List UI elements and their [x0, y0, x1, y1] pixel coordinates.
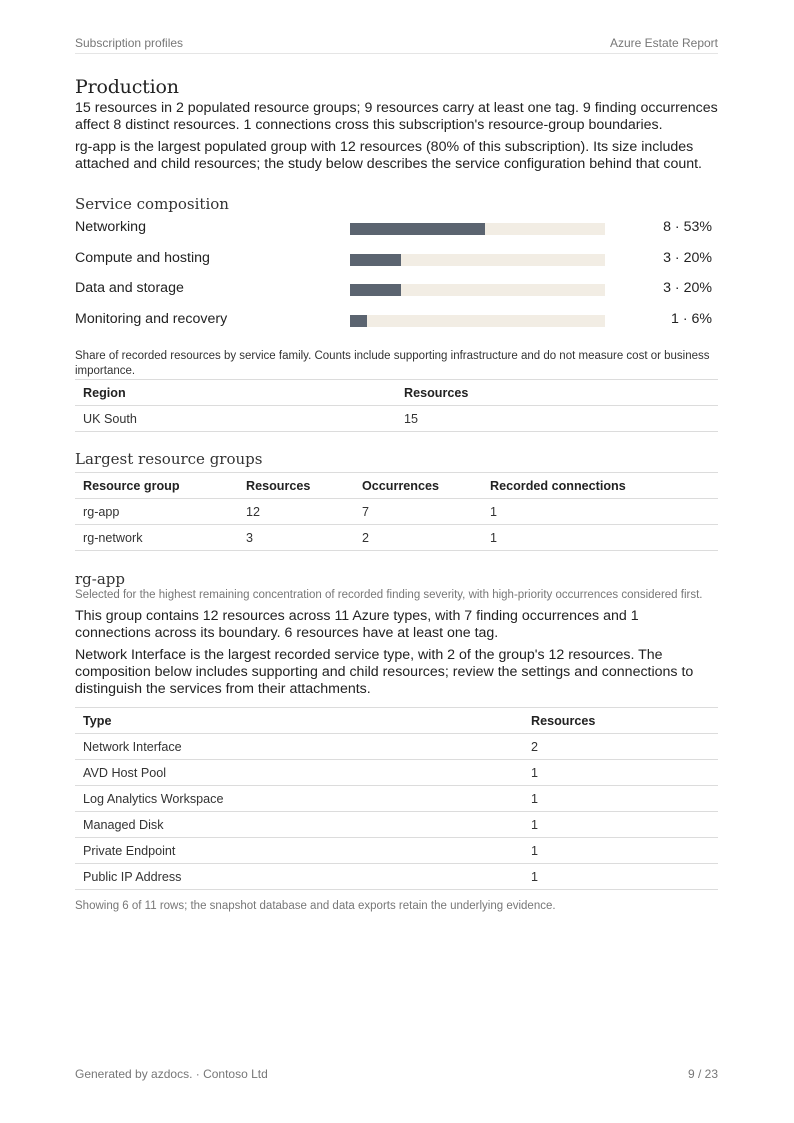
bar-label: Data and storage	[75, 280, 184, 296]
subscription-summary: 15 resources in 2 populated resource groups; 9 resources carry at least one tag. 9 finding occurrences affect 8 distinct resources. 1 connections cross this subscription's resource-group boundaries.	[75, 100, 718, 133]
largest-group-note: rg-app is the largest populated group with 12 resources (80% of this subscription). Its size includes attached and child resources; the study below describes the service configuration behind that count.	[75, 139, 702, 172]
table-row	[75, 734, 718, 760]
service-composition-heading: Service composition	[75, 195, 229, 213]
page-footer	[75, 1067, 718, 1081]
resource-group-cell: rg-network	[75, 525, 238, 551]
table-row	[75, 812, 718, 838]
region-header: Region	[75, 380, 396, 406]
resources-cell: 1	[523, 864, 718, 890]
selection-note: Selected for the highest remaining concentration of recorded finding severity, with high-priority occurrences considered first.	[75, 589, 703, 601]
page-number: 9 / 23	[687, 1067, 718, 1081]
bar-fill	[350, 315, 367, 327]
connections-cell: 1	[482, 499, 718, 525]
bar-fill	[350, 223, 485, 235]
group-detail-heading: rg-app	[75, 570, 125, 588]
resource-group-cell: rg-app	[75, 499, 238, 525]
bar-label: Compute and hosting	[75, 249, 210, 266]
resources-cell: 1	[523, 812, 718, 838]
bar-value: 1 · 6%	[670, 310, 712, 327]
occurrences-cell: 2	[354, 525, 482, 551]
resources-cell: 1	[523, 786, 718, 812]
report-page	[75, 0, 718, 1123]
table-row	[75, 406, 718, 432]
bar-value: 3 · 20%	[663, 249, 712, 266]
resources-cell: 3	[238, 525, 354, 551]
table-row	[75, 786, 718, 812]
section-name: Subscription profiles	[75, 36, 184, 50]
type-cell: Private Endpoint	[75, 838, 523, 864]
table-row	[75, 760, 718, 786]
type-cell: Managed Disk	[75, 812, 523, 838]
occurrences-header: Occurrences	[354, 473, 482, 499]
type-table	[75, 707, 718, 890]
connections-cell: 1	[482, 525, 718, 551]
report-title: Azure Estate Report	[609, 36, 718, 50]
resources-cell: 1	[523, 760, 718, 786]
bar-track	[350, 284, 605, 296]
resources-header: Resources	[238, 473, 354, 499]
subscription-title: Production	[75, 76, 179, 98]
main-content	[75, 76, 718, 919]
rows-note: Showing 6 of 11 rows; the snapshot database and data exports retain the underlying evidence.	[75, 900, 556, 912]
resources-cell: 2	[523, 734, 718, 760]
bar-label: Monitoring and recovery	[75, 310, 228, 327]
bar-fill	[350, 254, 401, 266]
service-composition-bars	[75, 219, 718, 341]
type-cell: Log Analytics Workspace	[75, 786, 523, 812]
footer-generator: Generated by azdocs. · Contoso Ltd	[75, 1067, 268, 1081]
bar-row-data-storage	[75, 280, 718, 311]
connections-header: Recorded connections	[482, 473, 718, 499]
bar-track	[350, 254, 605, 266]
resource-group-header: Resource group	[75, 473, 238, 499]
type-cell: Public IP Address	[75, 864, 523, 890]
table-row	[75, 499, 718, 525]
type-cell: AVD Host Pool	[75, 760, 523, 786]
bar-value: 3 · 20%	[663, 280, 712, 296]
composition-caption: Share of recorded resources by service family. Counts include supporting infrastructure and do not measure cost or business importance.	[75, 350, 710, 377]
bar-label: Networking	[75, 219, 146, 235]
region-table	[75, 379, 718, 432]
largest-groups-heading: Largest resource groups	[75, 450, 263, 468]
bar-fill	[350, 284, 401, 296]
bar-row-networking	[75, 219, 718, 250]
resources-cell: 12	[238, 499, 354, 525]
type-cell: Network Interface	[75, 734, 523, 760]
largest-groups-table	[75, 472, 718, 551]
resources-header: Resources	[396, 380, 718, 406]
table-row	[75, 838, 718, 864]
type-header: Type	[75, 708, 523, 734]
running-header	[75, 36, 718, 54]
resources-cell: 15	[396, 406, 718, 432]
bar-track	[350, 223, 605, 235]
region-cell: UK South	[75, 406, 396, 432]
bar-row-compute	[75, 250, 718, 281]
bar-track	[350, 315, 605, 327]
bar-value: 8 · 53%	[663, 219, 712, 235]
type-note: Network Interface is the largest recorded service type, with 2 of the group's 12 resources. The composition below includes supporting and child resources; review the settings and connections to distinguish the services from their attachments.	[75, 647, 694, 697]
table-row	[75, 525, 718, 551]
resources-cell: 1	[523, 838, 718, 864]
resources-header: Resources	[523, 708, 718, 734]
group-summary: This group contains 12 resources across 11 Azure types, with 7 finding occurrences and 1 connections across its boundary. 6 resources have at least one tag.	[75, 608, 639, 641]
bar-row-monitoring	[75, 311, 718, 342]
table-row	[75, 864, 718, 890]
occurrences-cell: 7	[354, 499, 482, 525]
